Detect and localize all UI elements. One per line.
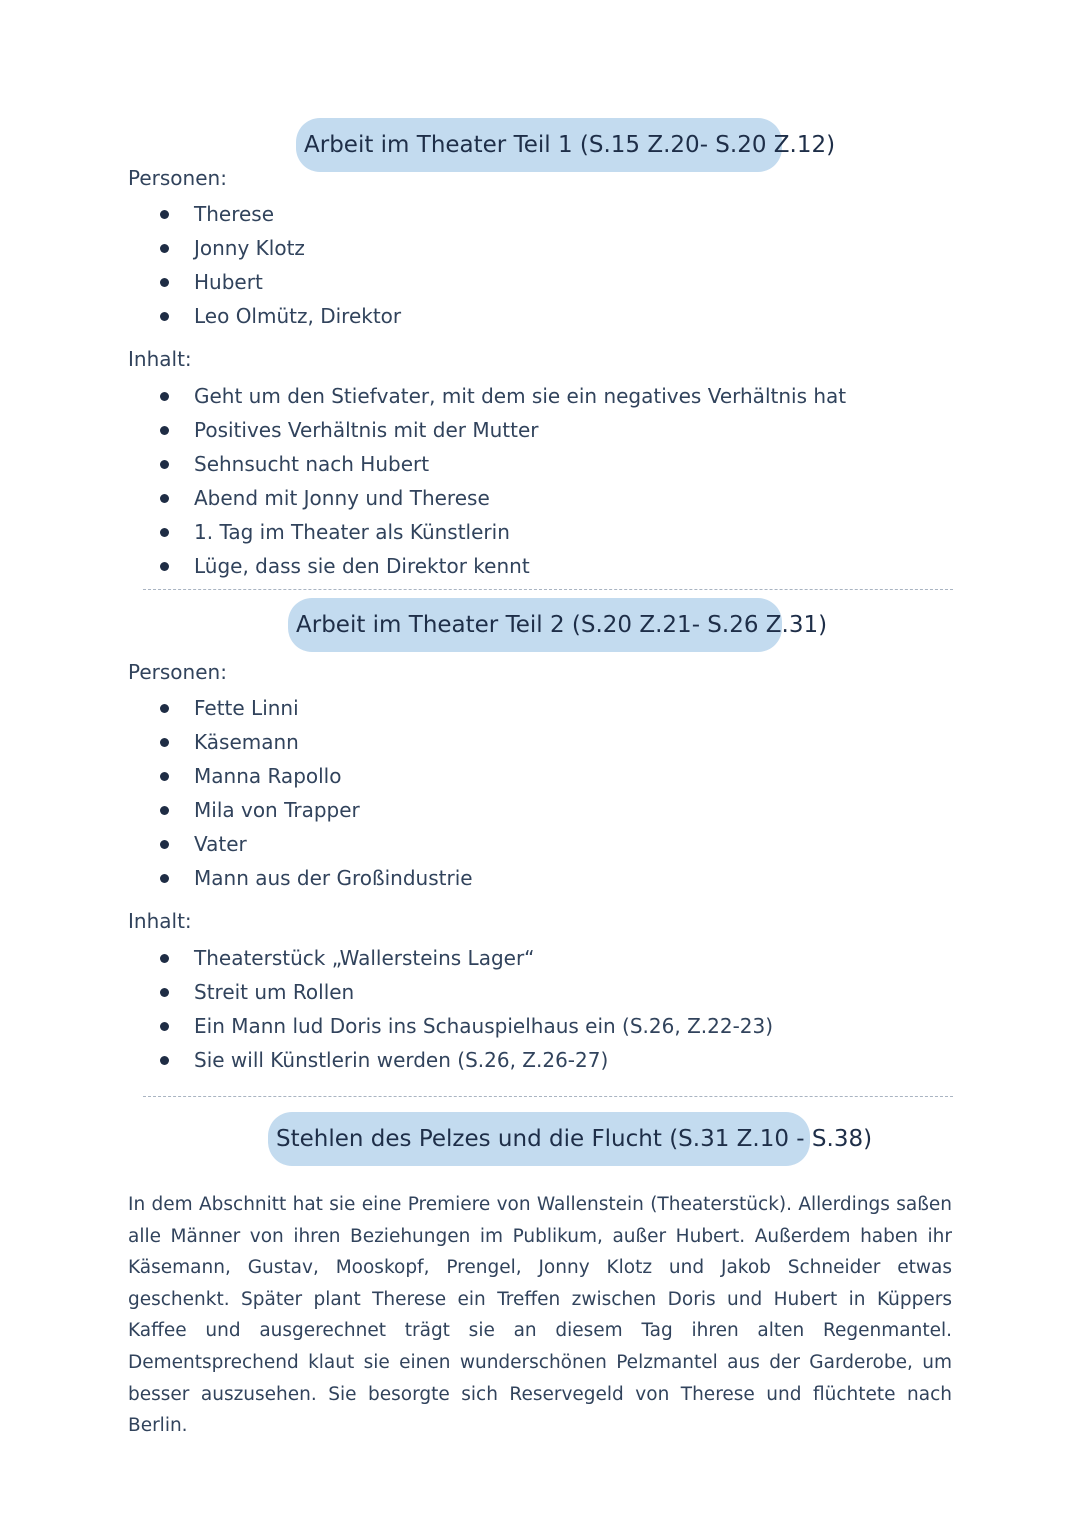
bullet-icon xyxy=(160,562,169,571)
bullet-icon xyxy=(160,1022,169,1031)
bullet-icon xyxy=(160,954,169,963)
section1-content-label: Inhalt: xyxy=(128,347,192,371)
bullet-icon xyxy=(160,528,169,537)
bullet-icon xyxy=(160,312,169,321)
bullet-icon xyxy=(160,806,169,815)
bullet-icon xyxy=(160,840,169,849)
bullet-icon xyxy=(160,772,169,781)
section2-heading: Arbeit im Theater Teil 2 (S.20 Z.21- S.26 Z.31) xyxy=(288,598,782,652)
bullet-icon xyxy=(160,704,169,713)
bullet-icon xyxy=(160,426,169,435)
section1-heading: Arbeit im Theater Teil 1 (S.15 Z.20- S.20 Z.12) xyxy=(296,118,782,172)
bullet-icon xyxy=(160,1056,169,1065)
bullet-icon xyxy=(160,738,169,747)
section-divider xyxy=(143,589,953,590)
bullet-icon xyxy=(160,392,169,401)
section2-content-label: Inhalt: xyxy=(128,909,192,933)
bullet-icon xyxy=(160,460,169,469)
bullet-icon xyxy=(160,210,169,219)
section1-persons-label: Personen: xyxy=(128,166,227,190)
section2-persons-label: Personen: xyxy=(128,660,227,684)
bullet-icon xyxy=(160,494,169,503)
bullet-icon xyxy=(160,874,169,883)
section3-heading: Stehlen des Pelzes und die Flucht (S.31 Z.10 - S.38) xyxy=(268,1112,810,1166)
bullet-icon xyxy=(160,278,169,287)
section-divider xyxy=(143,1096,953,1097)
bullet-icon xyxy=(160,244,169,253)
section3-paragraph: In dem Abschnitt hat sie eine Premiere von Wallenstein (Theaterstück). Allerdings saßen alle Männer von ihren Beziehungen im Publikum, außer Hubert. Außerdem haben ihr Käsemann, Gustav, Mooskopf, Prengel, Jonny Klotz und Jakob Schneider etwas geschenkt. Später plant Therese ein Treffen zwischen Doris und Hubert in Küppers Kaffee und ausgerechnet trägt sie an diesem Tag ihren alten Regenmantel. Dementsprechend klaut sie einen wunderschönen Pelzmantel aus der Garderobe, um besser auszusehen. Sie besorgte sich Reservegeld von Therese und flüchtete nach Berlin. xyxy=(128,1194,952,1437)
bullet-icon xyxy=(160,988,169,997)
